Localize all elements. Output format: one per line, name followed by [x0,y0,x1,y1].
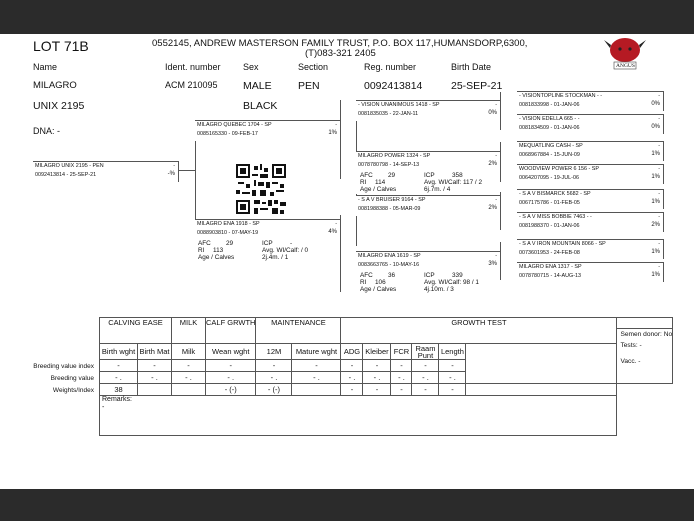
animal-name: MILAGRO [33,80,77,91]
col-raam-punt [412,344,439,360]
animal-reg: 0092413814 [364,80,423,92]
cell: - [412,360,439,372]
pedigree-dash: - [658,264,660,270]
tests: Tests: - [620,342,642,349]
stat-label: ICP [424,272,435,279]
pedigree-dash: - [658,166,660,172]
cell [292,384,341,396]
group-milk: MILK [172,318,206,344]
stat-value: Avg. WI/Calf: 98 / 1 [424,279,479,286]
pedigree-name: - S A V IRON MOUNTAIN 8066 - SP [519,241,606,247]
pedigree-name: - S A V MISS BOBBIE 7463 - - [519,214,592,220]
pedigree-self-box [33,161,179,182]
pedigree-pct: 1% [651,151,660,157]
semen-donor: Semen donor: No [620,331,673,338]
cell: - [292,360,341,372]
pedigree-name: MILAGRO POWER 1324 - SP [358,153,431,159]
pedigree-info: 0068967884 - 15-JUN-09 [519,152,580,158]
col-fcr: FCR [391,344,412,360]
pedigree-info: 0073601953 - 24-FEB-08 [519,250,580,256]
pedigree-name: - VISIONTOPLINE STOCKMAN - - [519,93,603,99]
pedigree-info: 0088903810 - 07-MAY-19 [197,230,259,236]
stat-label: RI [360,179,367,186]
col-wean-weight: Wean wght [206,344,256,360]
sd-stats [360,172,482,193]
cell: - . [439,372,466,384]
pedigree-name: MILAGRO ENA 1619 - SP [358,253,421,259]
animal-code: UNIX 2195 [33,100,85,112]
vaccination: Vacc. - [620,358,641,365]
pedigree-info: 0092413814 - 25-SEP-21 [35,172,97,178]
lot-number: LOT 71B [33,38,89,54]
stat-value: 2j.4m. / 1 [262,254,289,261]
pedigree-g2-box [517,114,664,134]
stat-label: Age / Calves [360,286,397,293]
label-name: Name [33,62,58,72]
row-label-bv: Breeding value [50,375,94,382]
animal-color: BLACK [243,100,278,112]
performance-table [99,317,673,436]
label-reg: Reg. number [364,62,417,72]
cell [172,384,206,396]
cell: - . [206,372,256,384]
pedigree-dash: - [658,93,660,99]
pedigree-name: MEQUATLING CASH - SP [519,143,583,149]
stat-label: RI [198,247,205,254]
pedigree-dash: - [495,253,497,259]
pedigree-dam-box [195,219,341,240]
right-spacer [617,318,672,329]
animal-sex: MALE [243,80,272,92]
pedigree-pct: 0% [651,124,660,130]
stat-value: 29 [226,240,234,247]
pedigree-name: WOODVIEW POWER 6 156 - SP [519,166,599,172]
pedigree-g3-box [517,141,664,161]
connector [195,129,196,225]
cell: - [341,360,363,372]
label-sex: Sex [243,62,259,72]
pedigree-dash: - [335,221,337,227]
stat-label: Age / Calves [360,186,397,193]
cell: 38 [100,384,138,396]
cell: - [363,384,391,396]
pedigree-pct: 1% [651,199,660,205]
col-punt: Punt [417,350,434,360]
logo-text: ANGUS [616,63,635,69]
dam-stats [198,240,308,261]
row-label-bvi: Breeding value index [33,363,94,370]
cell: - . [363,372,391,384]
pedigree-g6-box [517,212,664,232]
stat-label: ICP [262,240,273,247]
stat-value: 106 [375,279,386,286]
qr-code-icon [236,164,286,214]
cell: - [172,360,206,372]
pedigree-dash: - [495,153,497,159]
pedigree-dash: - [495,197,497,203]
cell: - [439,360,466,372]
label-ident: Ident. number [165,62,221,72]
pedigree-info: 0083663765 - 10-MAY-16 [358,262,420,268]
pedigree-pct: 2% [488,161,497,167]
cell: - [439,384,466,396]
cell: - . [341,372,363,384]
pedigree-sd-box [356,151,501,172]
col-length: Length [439,344,466,360]
pedigree-g8-box [517,262,664,282]
pedigree-info: 0081835035 - 22-JAN-11 [358,111,419,117]
cell: - [391,360,412,372]
stat-label: RI [360,279,367,286]
pedigree-dash: - [658,116,660,122]
pedigree-name: - S A V BRUISER 9164 - SP [358,197,426,203]
cell: - [138,360,172,372]
owner-address: 0552145, ANDREW MASTERSON FAMILY TRUST, P.O. BOX 117,HUMANSDORP,6300, [152,38,528,49]
pedigree-info: 0078780798 - 14-SEP-13 [358,162,420,168]
stat-label: ICP [424,172,435,179]
pedigree-info: 0085165330 - 09-FEB-17 [197,131,258,137]
col-birth-mat: Birth Mat [138,344,172,360]
pedigree-pct: 1% [651,249,660,255]
pedigree-dash: - [495,102,497,108]
remarks-cell [100,396,617,436]
cell: - [341,384,363,396]
pedigree-name: - VISION EDELLA 665 - - [519,116,580,122]
pedigree-name: MILAGRO ENA 1317 - SP [519,264,582,270]
cell: - [391,384,412,396]
cell: - . [292,372,341,384]
animal-section: PEN [298,80,320,92]
pedigree-sire-box [195,120,341,141]
pedigree-name: - S A V BISMARCK 5682 - SP [519,191,591,197]
pedigree-name: MILAGRO ENA 1918 - SP [197,221,260,227]
pedigree-pct: 3% [488,261,497,267]
stat-value: 114 [375,179,386,186]
cell: - [206,360,256,372]
col-mature-weight: Mature wght [292,344,341,360]
stat-value: Avg. WI/Calf: / 0 [262,247,309,254]
col-12m: 12M [256,344,292,360]
pedigree-dash: - [658,214,660,220]
pedigree-certificate-page [0,34,694,489]
pedigree-dash: - [335,122,337,128]
col-kleiber: Kleiber [363,344,391,360]
cell: - . [138,372,172,384]
pedigree-info: 0081833998 - 01-JAN-06 [519,102,580,108]
pedigree-pct: 1% [651,174,660,180]
cell: - (-) [206,384,256,396]
group-growth-test: GROWTH TEST [341,318,617,344]
stat-value: 339 [452,272,463,279]
stat-label: AFC [198,240,211,247]
group-calving-ease: CALVING EASE [100,318,172,344]
pedigree-g1-box [517,91,664,111]
pedigree-info: 0081988388 - 05-MAR-09 [358,206,421,212]
cell: - . [256,372,292,384]
cell: - . [391,372,412,384]
stat-label: AFC [360,172,373,179]
semen-tests-vacc-cell [617,318,673,384]
connector [178,170,195,171]
row-label-weights: Weights/Index [52,387,94,394]
pedigree-pct: -% [167,171,175,177]
pedigree-info: 0064207095 - 19-JUL-06 [519,175,579,181]
pedigree-dd-box [356,251,501,272]
pedigree-pct: 2% [651,222,660,228]
remarks-label: Remarks: [102,396,132,403]
col-adg: ADG [341,344,363,360]
dd-stats [360,272,479,293]
pedigree-dash: - [658,241,660,247]
pedigree-dash: - [173,163,175,169]
stat-value: 4j.10m. / 3 [424,286,454,293]
pedigree-pct: 4% [328,229,337,235]
stat-label: AFC [360,272,373,279]
pedigree-g5-box [517,189,664,209]
cell: - . [412,372,439,384]
remarks-value: - [102,404,105,411]
col-birth-weight: Birth wght [100,344,138,360]
pedigree-info: 0078780715 - 14-AUG-13 [519,273,582,279]
pedigree-g7-box [517,239,664,259]
stat-value: Avg. WI/Calf: 117 / 2 [424,179,483,186]
pedigree-info: 0081834509 - 01-JAN-06 [519,125,580,131]
pedigree-pct: 2% [488,205,497,211]
pedigree-name: MILAGRO QUEBEC 1704 - SP [197,122,272,128]
animal-ident: ACM 210095 [165,80,218,90]
cell: - . [100,372,138,384]
cell: - [256,360,292,372]
pedigree-ss-box [356,100,501,121]
dna-label: DNA: - [33,126,60,136]
pedigree-ds-box [356,195,501,216]
label-section: Section [298,62,329,72]
pedigree-pct: 1% [328,130,337,136]
stat-value: 29 [388,172,396,179]
stat-label: Age / Calves [198,254,235,261]
pedigree-pct: 0% [488,110,497,116]
cell [466,384,617,396]
pedigree-g4-box [517,164,664,184]
pedigree-name: - VISION UNANIMOUS 1418 - SP [358,102,440,108]
stat-value: - [290,240,293,247]
pedigree-dash: - [658,143,660,149]
pedigree-pct: 0% [651,101,660,107]
animal-birth: 25-SEP-21 [451,80,503,92]
cell [138,384,172,396]
stat-value: 36 [388,272,396,279]
group-calf-growth: CALF GRWTH [206,318,256,344]
owner-phone: (T)083-321 2405 [305,48,376,59]
cell: - (-) [256,384,292,396]
pedigree-info: 0081988370 - 01-JAN-06 [519,223,580,229]
stat-value: 113 [213,247,224,254]
cell: - [100,360,138,372]
pedigree-pct: 1% [651,272,660,278]
col-milk: Milk [172,344,206,360]
cell: - [412,384,439,396]
cell: - [363,360,391,372]
stat-value: 6j.7m. / 4 [424,186,451,193]
cell: - . [172,372,206,384]
pedigree-name: MILAGRO UNIX 2195 - PEN [35,163,104,169]
label-birth: Birth Date [451,62,492,72]
angus-logo [602,35,648,71]
group-maintenance: MAINTENANCE [256,318,341,344]
stat-value: 358 [452,172,463,179]
pedigree-dash: - [658,191,660,197]
pedigree-info: 0067175786 - 01-FEB-05 [519,200,580,206]
col-raam: Raam [415,343,436,353]
